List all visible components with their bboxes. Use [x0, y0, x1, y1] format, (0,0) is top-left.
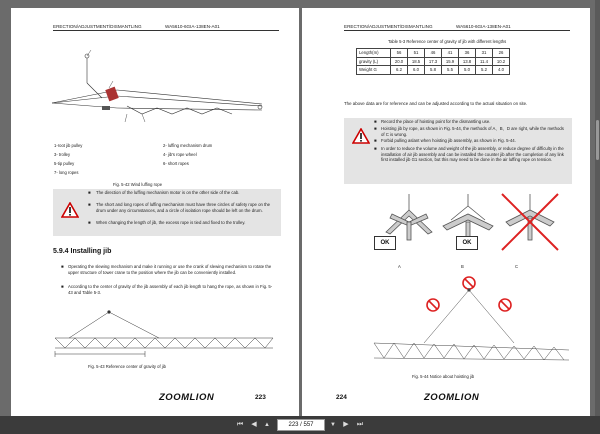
page-header: [344, 24, 570, 31]
warning-item: ■ Record the place of hoisting point for the dismantling use.: [374, 119, 491, 124]
center-of-gravity-table: [356, 48, 510, 75]
scrollbar-thumb[interactable]: [596, 120, 599, 160]
brand-logo: ZOOMLION: [424, 392, 480, 403]
page-number-input[interactable]: 223 / 557: [277, 419, 325, 431]
warning-item: ■ The direction of the luffing mechanism motor is on the other side of the cab.: [88, 190, 240, 195]
first-page-button[interactable]: ⏮: [236, 421, 244, 428]
section-title: 5.9.4 Installing jib: [53, 248, 112, 255]
warning-item: ■ When changing the length of jib, the excess rope is tied and fixed to the trolley.: [88, 220, 246, 225]
previous-page-button[interactable]: ◀: [251, 421, 257, 428]
step-item: ■ According to the center of gravity of the jib assembly of each jib length to hang the rope, as shown in Fig. 5-43 and Table 5-3.: [61, 284, 273, 295]
right-page: [302, 8, 590, 416]
page-number: 224: [336, 394, 347, 401]
hoisting-method-c-wrong-illustration: [500, 192, 560, 252]
table-title: Table 5-3 Reference center of gravity of jib with different lengths: [388, 39, 507, 44]
page-up-button[interactable]: ▲: [264, 422, 270, 428]
option-label-b: B: [461, 264, 464, 269]
table-row: Length(m) 56 51 46 41 36 31 26: [357, 49, 510, 58]
vertical-scrollbar[interactable]: [595, 0, 600, 416]
ok-label: OK: [456, 236, 478, 250]
next-page-button[interactable]: ▶: [343, 421, 349, 428]
part-5: 5-tip pulley: [54, 161, 75, 166]
page-down-button[interactable]: ▼: [330, 422, 336, 428]
part-3: 3- trolley: [54, 152, 71, 157]
viewer-toolbar: [0, 416, 600, 434]
ok-label: OK: [374, 236, 396, 250]
left-page: [11, 8, 299, 416]
fig-5-44-caption: Fig. 5-44 Notice about hoisting jib: [412, 374, 475, 379]
warning-icon: [61, 202, 79, 218]
part-1: 1-root jib pulley: [54, 143, 83, 148]
header-docnum: WA5610-6GIA-138EN-A01: [456, 24, 511, 29]
jib-hoisting-diagram: [354, 288, 574, 368]
last-page-button[interactable]: ⏭: [356, 421, 364, 428]
option-label-a: A: [398, 264, 401, 269]
part-2: 2- luffing mechanism drum: [163, 143, 213, 148]
part-4: 4- jib's rope wheel: [163, 152, 197, 157]
header-docnum: WA5610-6GIA-138EN-A01: [165, 24, 220, 29]
page-number: 223: [255, 394, 266, 401]
fig-5-42-caption: Fig. 5-42 Wind luffing rope: [113, 182, 163, 187]
table-row: Weight G 6.2 6.0 5.8 5.5 5.0 5.2 4.0: [357, 66, 510, 75]
brand-logo: ZOOMLION: [159, 392, 215, 403]
part-7: 7- long ropes: [54, 170, 79, 175]
part-6: 6- short ropes: [163, 161, 189, 166]
header-section: ERECTION/ADJUSTMENT/DISMANTLING: [53, 24, 142, 29]
table-row: gravity (L) 20.0 18.5 17.3 15.9 13.8 11.4 10.2: [357, 57, 510, 66]
warning-item: ■ The short and long ropes of luffing mechanism must have three circles of safety rope on the drum under any circumstances, and a circle of isolation rope should be left on the drum.: [88, 202, 271, 213]
warning-item: ■ In order to reduce the volume and weight of the jib assembly, or reduce degree of difficulty in the installation of air jib assembly and can be installed the counter jib after the completion of any link first installed jib G1 section, but this may need to be done in the air luffing rope on tension.: [374, 146, 564, 163]
jib-center-of-gravity-diagram: [49, 308, 279, 358]
warning-item: ■ Hoisting jib by rope, as shown in Fig. 5-44, the methods of A、B、D are right, while the methods of C is wrong.: [374, 126, 564, 137]
warning-icon: [352, 128, 370, 144]
fig-5-43-caption: Fig. 5-43 Reference center of gravity of jib: [88, 364, 166, 369]
warning-item: ■ Forbid pulling aslant when hoisting jib assembly, as shown in Fig. 5-44.: [374, 138, 516, 143]
header-section: ERECTION/ADJUSTMENT/DISMANTLING: [344, 24, 433, 29]
step-item: ■ Operating the slewing mechanism and make it running or use the crank of slewing mechanism to rotate the upper structure of tower crane to the position where the jib can be conveniently installed.: [61, 264, 272, 275]
option-label-c: C: [515, 264, 519, 269]
page-header: [53, 24, 279, 31]
reference-note: The above data are for reference and can be adjusted according to the actual situation on site.: [344, 101, 528, 106]
wind-luffing-rope-diagram: [47, 48, 267, 133]
